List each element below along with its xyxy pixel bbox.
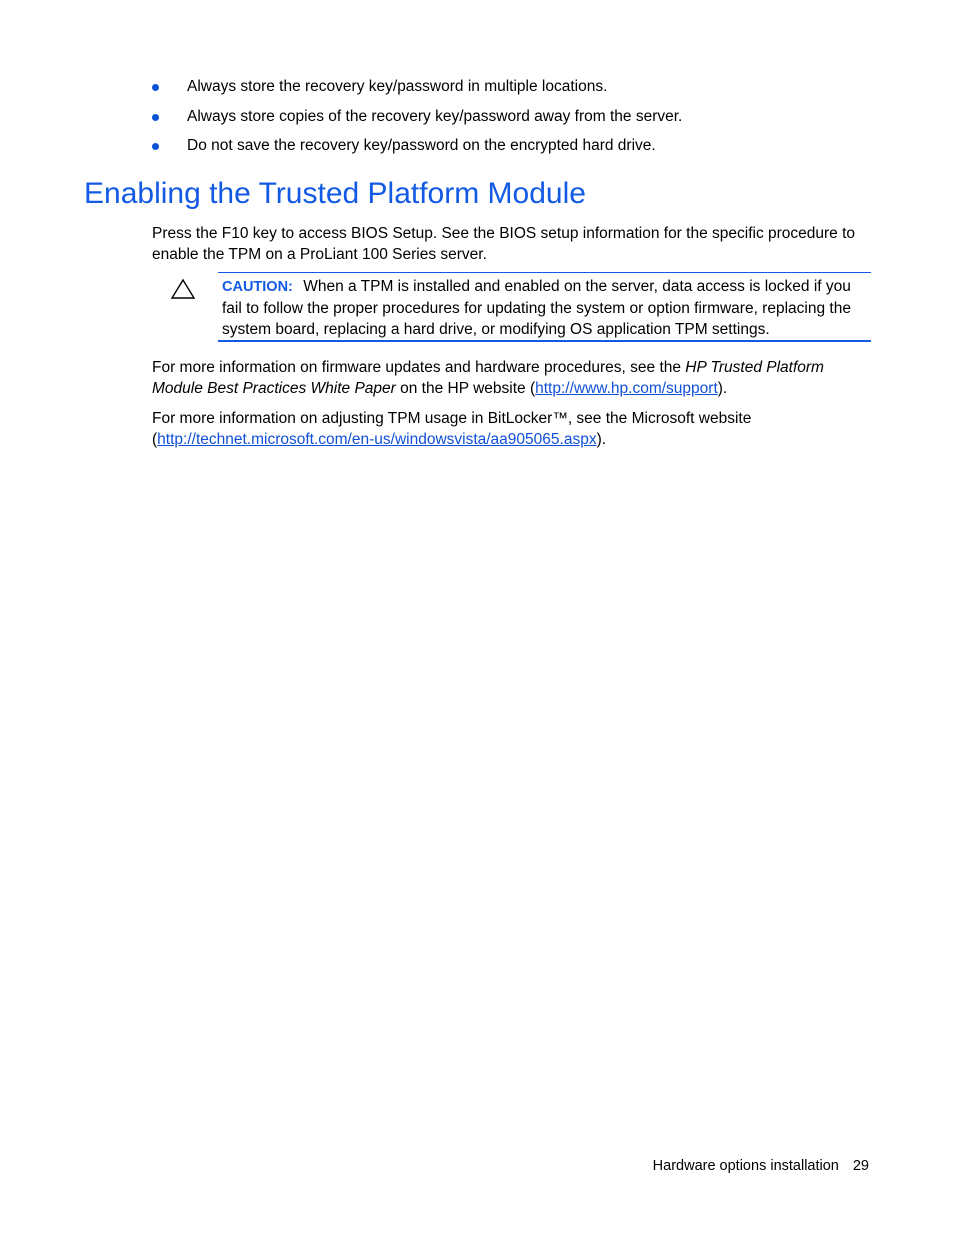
hp-text-before: For more information on firmware updates and hardware procedures, see the <box>152 359 686 376</box>
microsoft-technet-link[interactable]: http://technet.microsoft.com/en-us/windowsvista/aa905065.aspx <box>157 431 597 448</box>
hp-doc-title: HP Trusted Platform Module Best Practices White Paper <box>152 359 824 397</box>
hp-text-after: ). <box>717 380 728 397</box>
caution-label: CAUTION: <box>222 279 293 295</box>
caution-box <box>218 272 871 342</box>
list-item <box>152 135 872 165</box>
ms-text-after: ). <box>596 431 607 448</box>
list-item <box>152 106 872 136</box>
page-number: 29 <box>852 1158 869 1174</box>
ms-info-paragraph <box>152 408 872 450</box>
bullet-dot-icon <box>152 84 159 91</box>
intro-paragraph: Press the F10 key to access BIOS Setup. See the BIOS setup information for the specific procedure to enable the TPM on a ProLiant 100 Series server. <box>152 225 856 263</box>
section-heading: Enabling the Trusted Platform Module <box>84 177 586 210</box>
bullet-list <box>152 76 872 165</box>
bullet-text: Always store the recovery key/password in multiple locations. <box>187 78 608 95</box>
ms-text-before: For more information on adjusting TPM usage in BitLocker™, see the Microsoft website ( <box>152 410 752 448</box>
bullet-text: Always store copies of the recovery key/password away from the server. <box>187 107 683 125</box>
hp-info-paragraph <box>152 357 872 399</box>
caution-text: When a TPM is installed and enabled on the server, data access is locked if you fail to follow the proper procedures for updating the system or option firmware, replacing the system board, replacing a hard drive, or modifying OS application TPM settings. <box>222 278 851 338</box>
footer-section-title: Hardware options installation <box>652 1158 839 1174</box>
list-item <box>152 76 872 106</box>
warning-triangle-icon <box>170 278 196 300</box>
hp-text-middle: on the HP website ( <box>395 380 536 397</box>
hp-support-link[interactable]: http://www.hp.com/support <box>535 380 718 397</box>
bullet-dot-icon <box>152 143 159 150</box>
bullet-dot-icon <box>152 114 159 121</box>
page-footer <box>653 1158 869 1174</box>
bullet-text: Do not save the recovery key/password on the encrypted hard drive. <box>187 137 656 154</box>
